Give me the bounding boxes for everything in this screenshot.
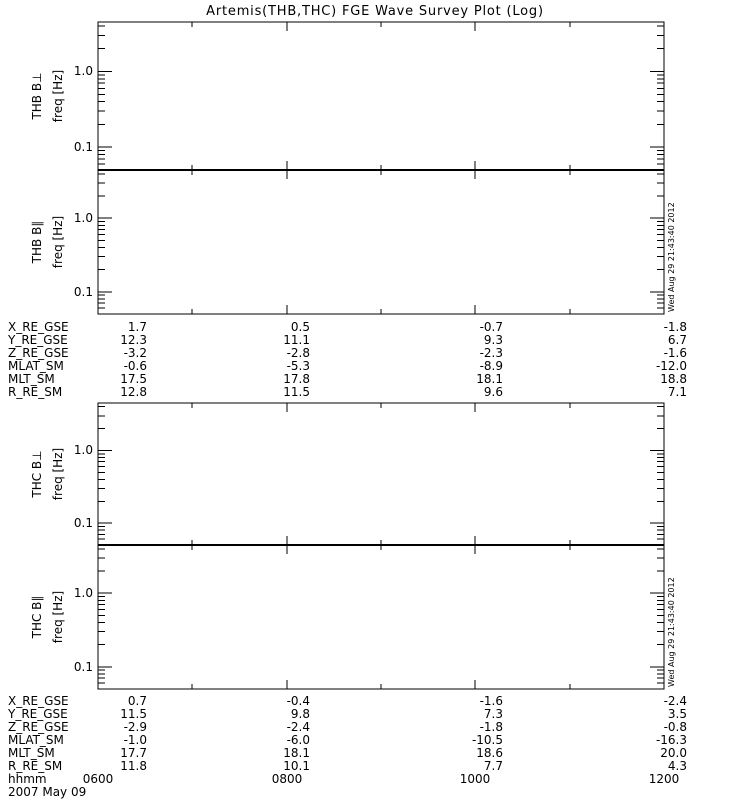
var-value: 11.8 — [120, 759, 147, 773]
var-value: -10.5 — [471, 733, 503, 747]
var-label: Y_RE_GSE — [8, 707, 68, 721]
ytick-label: 1.0 — [73, 586, 93, 601]
var-value: -5.3 — [286, 359, 310, 373]
var-value: 12.3 — [120, 333, 147, 347]
var-value: 9.3 — [483, 333, 503, 347]
var-label: MLT_SM — [8, 746, 55, 760]
var-label: MLAT_SM — [8, 733, 64, 747]
time-tick-label: 0800 — [271, 772, 303, 786]
time-tick-label: 1000 — [459, 772, 491, 786]
var-value: -1.0 — [123, 733, 147, 747]
freq-axis-label: freq [Hz] — [51, 69, 65, 123]
var-value: 7.1 — [667, 385, 687, 399]
var-value: 18.6 — [476, 746, 503, 760]
var-value: 6.7 — [667, 333, 687, 347]
var-value: -0.8 — [663, 720, 687, 734]
var-value: 9.6 — [483, 385, 503, 399]
var-value: 18.8 — [660, 372, 687, 386]
ytick-label: 1.0 — [73, 64, 93, 79]
ytick-label: 0.1 — [73, 659, 93, 674]
var-value: 0.5 — [290, 320, 310, 334]
timestamp-vertical: Wed Aug 29 21:43:40 2012 — [667, 202, 676, 312]
var-value: -12.0 — [655, 359, 687, 373]
var-value: -16.3 — [655, 733, 687, 747]
time-tick-label: 0600 — [82, 772, 114, 786]
freq-axis-label: freq [Hz] — [51, 215, 65, 269]
var-value: -2.8 — [286, 346, 310, 360]
var-value: 17.8 — [283, 372, 310, 386]
var-value: 18.1 — [476, 372, 503, 386]
var-label: MLT_SM — [8, 372, 55, 386]
ytick-label: 0.1 — [73, 140, 93, 155]
var-value: 0.7 — [127, 694, 147, 708]
var-value: -6.0 — [286, 733, 310, 747]
var-label: Y_RE_GSE — [8, 333, 68, 347]
var-value: 4.3 — [667, 759, 687, 773]
var-label: X_RE_GSE — [8, 320, 69, 334]
var-label: MLAT_SM — [8, 359, 64, 373]
var-value: 11.5 — [120, 707, 147, 721]
timestamp-vertical: Wed Aug 29 21:43:40 2012 — [667, 577, 676, 687]
var-value: 7.3 — [483, 707, 503, 721]
freq-axis-label: freq [Hz] — [51, 590, 65, 644]
var-value: -1.6 — [663, 346, 687, 360]
var-label: R_RE_SM — [8, 385, 63, 399]
var-label: R_RE_SM — [8, 759, 63, 773]
var-value: 1.7 — [127, 320, 147, 334]
var-value: 3.5 — [667, 707, 687, 721]
var-value: 11.5 — [283, 385, 310, 399]
ytick-label: 1.0 — [73, 443, 93, 458]
panel-name-label: THC B⊥ — [30, 450, 44, 498]
var-value: 9.8 — [290, 707, 310, 721]
ytick-label: 1.0 — [73, 211, 93, 226]
var-value: -8.9 — [479, 359, 503, 373]
var-value: -1.8 — [663, 320, 687, 334]
var-value: 7.7 — [483, 759, 503, 773]
var-label: X_RE_GSE — [8, 694, 69, 708]
var-value: 20.0 — [660, 746, 687, 760]
plot-title: Artemis(THB,THC) FGE Wave Survey Plot (Log) — [206, 4, 544, 19]
time-axis-label: hhmm — [8, 772, 47, 786]
var-value: 11.1 — [283, 333, 310, 347]
var-value: -2.9 — [123, 720, 147, 734]
var-value: -0.6 — [123, 359, 147, 373]
panel-name-label: THC B∥ — [30, 595, 44, 639]
var-value: -1.6 — [479, 694, 503, 708]
ytick-label: 0.1 — [73, 284, 93, 299]
time-tick-label: 1200 — [648, 772, 680, 786]
panel-name-label: THB B∥ — [30, 220, 44, 264]
var-value: -2.3 — [479, 346, 503, 360]
var-value: -2.4 — [286, 720, 310, 734]
var-label: Z_RE_GSE — [8, 720, 69, 734]
var-value: -0.7 — [479, 320, 503, 334]
var-value: -2.4 — [663, 694, 687, 708]
var-value: 17.7 — [120, 746, 147, 760]
var-value: 18.1 — [283, 746, 310, 760]
freq-axis-label: freq [Hz] — [51, 447, 65, 501]
var-value: 10.1 — [283, 759, 310, 773]
var-value: 12.8 — [120, 385, 147, 399]
ytick-label: 0.1 — [73, 516, 93, 531]
var-label: Z_RE_GSE — [8, 346, 69, 360]
var-value: 17.5 — [120, 372, 147, 386]
panel-name-label: THB B⊥ — [30, 72, 44, 120]
date-label: 2007 May 09 — [8, 785, 87, 799]
var-value: -1.8 — [479, 720, 503, 734]
var-value: -0.4 — [286, 694, 310, 708]
var-value: -3.2 — [123, 346, 147, 360]
